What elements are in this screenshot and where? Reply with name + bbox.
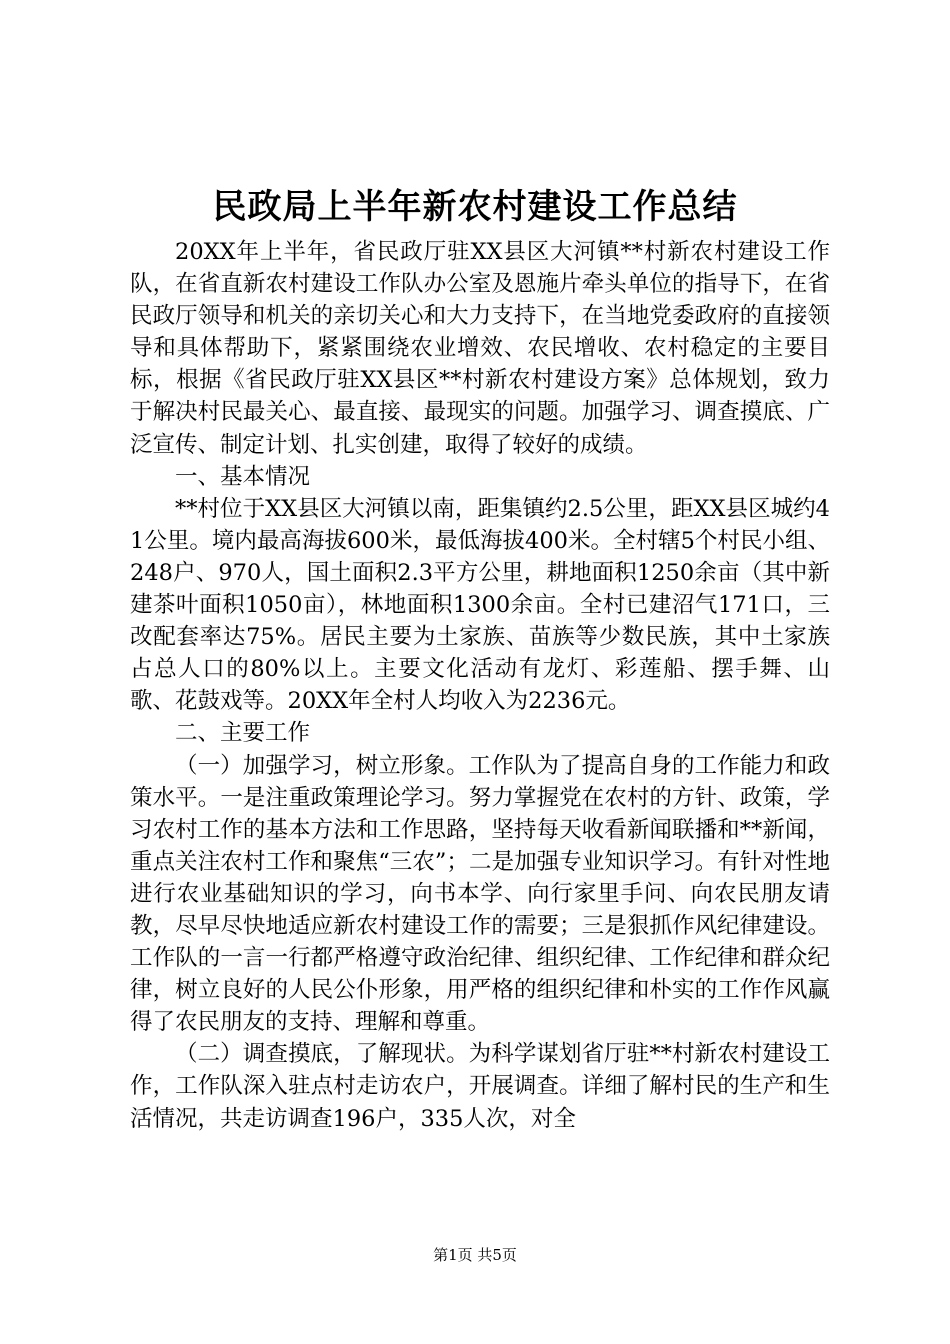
section-heading-main-work: 二、主要工作 — [175, 720, 311, 747]
basic-situation-paragraph: **村位于XX县区大河镇以南，距集镇约2.5公里，距XX县区城约41公里。境内最高海拔600米，最低海拔400米。全村辖5个村民小组、248户、970人，国土面积2.3平方公里，耕地面积1250余亩（其中新建茶叶面积1050亩），林地面积1300余亩。全村已建沼气171口，三改配套率达75%。居民主要为土家族、苗族等少数民族，其中土家族占总人口的80%以上。主要文化活动有龙灯、彩莲船、摆手舞、山歌、花鼓戏等。20XX年全村人均收入为2236元。 — [130, 495, 830, 715]
intro-paragraph: 20XX年上半年，省民政厅驻XX县区大河镇**村新农村建设工作队，在省直新农村建设工作队办公室及恩施片牵头单位的指导下，在省民政厅领导和机关的亲切关心和大力支持下，在当地党委政府的直接领导和具体帮助下，紧紧围绕农业增效、农民增收、农村稳定的主要目标，根据《省民政厅驻XX县区**村新农村建设方案》总体规划，致力于解决村民最关心、最直接、最现实的问题。加强学习、调查摸底、广泛宣传、制定计划、扎实创建，取得了较好的成绩。 — [130, 239, 830, 458]
section-heading-basic-situation: 一、基本情况 — [175, 463, 311, 490]
page-number-footer: 第1页 共5页 — [433, 1246, 517, 1264]
study-paragraph: （一）加强学习，树立形象。工作队为了提高自身的工作能力和政策水平。一是注重政策理论学习。努力掌握党在农村的方针、政策，学习农村工作的基本方法和工作思路，坚持每天收看新闻联播和**新闻，重点关注农村工作和聚焦“三农”；二是加强专业知识学习。有针对性地进行农业基础知识的学习，向书本学、向行家里手问、向农民朋友请教，尽早尽快地适应新农村建设工作的需要；三是狠抓作风纪律建设。工作队的一言一行都严格遵守政治纪律、组织纪律、工作纪律和群众纪律，树立良好的人民公仆形象，用严格的组织纪律和朴实的工作作风赢得了农民朋友的支持、理解和尊重。 — [130, 752, 830, 1036]
document-body — [130, 236, 830, 1135]
survey-paragraph: （二）调查摸底，了解现状。为科学谋划省厅驻**村新农村建设工作，工作队深入驻点村走访农户，开展调查。详细了解村民的生产和生活情况，共走访调查196户，335人次，对全 — [130, 1041, 830, 1132]
document-title: 民政局上半年新农村建设工作总结 — [212, 187, 738, 227]
